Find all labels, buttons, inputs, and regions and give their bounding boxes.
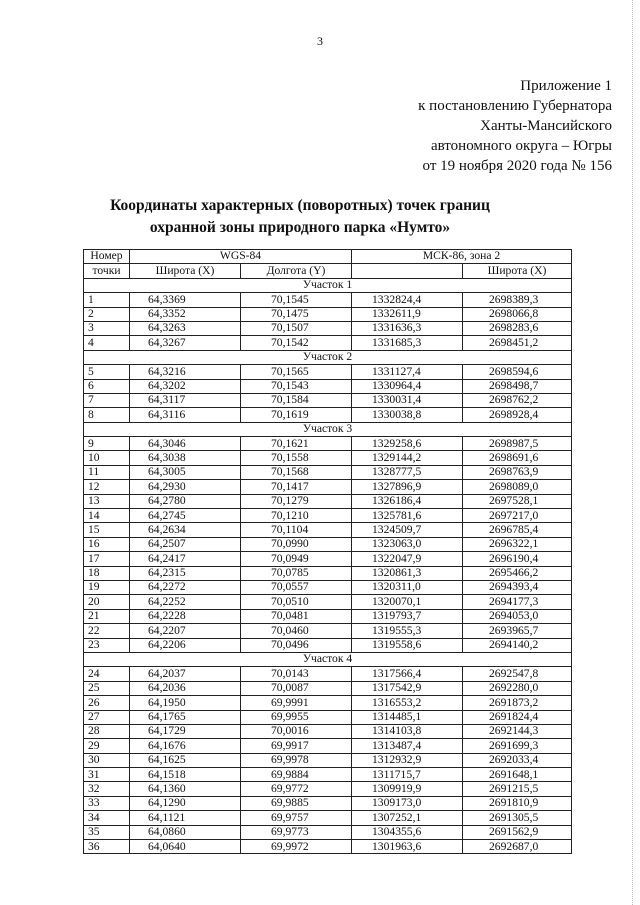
cell-msk-x: 1332824,4 xyxy=(352,293,463,307)
cell-msk-y: 2698389,3 xyxy=(463,293,572,307)
table-row xyxy=(84,321,572,335)
table-row xyxy=(84,609,572,623)
cell-msk-y: 2698762,2 xyxy=(463,393,572,407)
section-row xyxy=(84,652,572,666)
cell-msk-y: 2694393,4 xyxy=(463,580,572,594)
cell-latitude: 64,2272 xyxy=(130,580,241,594)
header-latitude: Широта (X) xyxy=(130,264,241,278)
table-row xyxy=(84,796,572,810)
cell-longitude: 69,9972 xyxy=(241,840,352,854)
cell-msk-y: 2698089,0 xyxy=(463,480,572,494)
cell-latitude: 64,2780 xyxy=(130,494,241,508)
cell-msk-y: 2696190,4 xyxy=(463,552,572,566)
cell-msk-y: 2698763,9 xyxy=(463,465,572,479)
cell-msk-y: 2691215,5 xyxy=(463,782,572,796)
cell-msk-x: 1320861,3 xyxy=(352,566,463,580)
cell-point-number: 30 xyxy=(84,753,130,767)
cell-point-number: 6 xyxy=(84,379,130,393)
cell-msk-y: 2697217,0 xyxy=(463,509,572,523)
cell-msk-y: 2692687,0 xyxy=(463,840,572,854)
table-header-row xyxy=(84,250,572,264)
cell-msk-x: 1309173,0 xyxy=(352,796,463,810)
cell-latitude: 64,1765 xyxy=(130,710,241,724)
cell-msk-y: 2694053,0 xyxy=(463,609,572,623)
table-row xyxy=(84,379,572,393)
cell-msk-x: 1320311,0 xyxy=(352,580,463,594)
table-row xyxy=(84,696,572,710)
cell-point-number: 23 xyxy=(84,638,130,652)
cell-point-number: 35 xyxy=(84,825,130,839)
cell-msk-x: 1313487,4 xyxy=(352,739,463,753)
cell-point-number: 12 xyxy=(84,480,130,494)
header-longitude: Долгота (Y) xyxy=(241,264,352,278)
cell-msk-x: 1311715,7 xyxy=(352,768,463,782)
cell-point-number: 20 xyxy=(84,595,130,609)
cell-msk-x: 1331636,3 xyxy=(352,321,463,335)
table-row xyxy=(84,552,572,566)
cell-longitude: 70,0785 xyxy=(241,566,352,580)
cell-msk-x: 1325781,6 xyxy=(352,509,463,523)
cell-msk-y: 2691305,5 xyxy=(463,811,572,825)
cell-point-number: 24 xyxy=(84,667,130,681)
cell-msk-x: 1309919,9 xyxy=(352,782,463,796)
table-row xyxy=(84,437,572,451)
cell-point-number: 3 xyxy=(84,321,130,335)
cell-longitude: 70,1568 xyxy=(241,465,352,479)
cell-msk-x: 1314103,8 xyxy=(352,724,463,738)
cell-latitude: 64,1676 xyxy=(130,739,241,753)
table-row xyxy=(84,638,572,652)
appendix-block xyxy=(418,76,612,176)
cell-point-number: 21 xyxy=(84,609,130,623)
cell-point-number: 28 xyxy=(84,724,130,738)
appendix-line: от 19 ноября 2020 года № 156 xyxy=(422,158,612,174)
cell-latitude: 64,3046 xyxy=(130,437,241,451)
cell-longitude: 70,1475 xyxy=(241,307,352,321)
cell-latitude: 64,3369 xyxy=(130,293,241,307)
cell-msk-x: 1330031,4 xyxy=(352,393,463,407)
cell-msk-y: 2691873,2 xyxy=(463,696,572,710)
section-label: Участок 4 xyxy=(84,652,572,666)
cell-longitude: 70,1584 xyxy=(241,393,352,407)
section-row xyxy=(84,278,572,292)
cell-msk-y: 2691648,1 xyxy=(463,768,572,782)
cell-longitude: 70,1507 xyxy=(241,321,352,335)
cell-msk-x: 1316553,2 xyxy=(352,696,463,710)
cell-msk-y: 2691699,3 xyxy=(463,739,572,753)
cell-point-number: 34 xyxy=(84,811,130,825)
table-body xyxy=(84,278,572,854)
table-row xyxy=(84,566,572,580)
cell-point-number: 36 xyxy=(84,840,130,854)
cell-latitude: 64,3038 xyxy=(130,451,241,465)
table-row xyxy=(84,336,572,350)
section-label: Участок 2 xyxy=(84,350,572,364)
cell-point-number: 32 xyxy=(84,782,130,796)
cell-msk-x: 1331685,3 xyxy=(352,336,463,350)
cell-latitude: 64,2037 xyxy=(130,667,241,681)
cell-msk-x: 1322047,9 xyxy=(352,552,463,566)
cell-msk-y: 2698594,6 xyxy=(463,365,572,379)
cell-latitude: 64,1290 xyxy=(130,796,241,810)
cell-point-number: 18 xyxy=(84,566,130,580)
cell-msk-x: 1301963,6 xyxy=(352,840,463,854)
cell-latitude: 64,2206 xyxy=(130,638,241,652)
cell-longitude: 69,9884 xyxy=(241,768,352,782)
appendix-line: автономного округа – Югры xyxy=(430,138,612,154)
table-row xyxy=(84,465,572,479)
cell-msk-x: 1329258,6 xyxy=(352,437,463,451)
cell-msk-y: 2698283,6 xyxy=(463,321,572,335)
cell-msk-y: 2691810,9 xyxy=(463,796,572,810)
cell-longitude: 70,0143 xyxy=(241,667,352,681)
cell-point-number: 29 xyxy=(84,739,130,753)
cell-longitude: 69,9917 xyxy=(241,739,352,753)
cell-point-number: 16 xyxy=(84,537,130,551)
table-row xyxy=(84,768,572,782)
cell-msk-y: 2698691,6 xyxy=(463,451,572,465)
cell-longitude: 69,9978 xyxy=(241,753,352,767)
cell-latitude: 64,0860 xyxy=(130,825,241,839)
cell-latitude: 64,1121 xyxy=(130,811,241,825)
cell-msk-y: 2692033,4 xyxy=(463,753,572,767)
table-row xyxy=(84,724,572,738)
cell-msk-x: 1323063,0 xyxy=(352,537,463,551)
cell-msk-y: 2694177,3 xyxy=(463,595,572,609)
table-row xyxy=(84,595,572,609)
header-msk86: МСК-86, зона 2 xyxy=(352,250,572,264)
cell-point-number: 5 xyxy=(84,365,130,379)
cell-latitude: 64,1625 xyxy=(130,753,241,767)
cell-longitude: 70,0510 xyxy=(241,595,352,609)
table-row xyxy=(84,811,572,825)
cell-msk-y: 2696785,4 xyxy=(463,523,572,537)
cell-longitude: 69,9757 xyxy=(241,811,352,825)
cell-point-number: 27 xyxy=(84,710,130,724)
table-row xyxy=(84,537,572,551)
table-row xyxy=(84,393,572,407)
cell-longitude: 70,1104 xyxy=(241,523,352,537)
section-row xyxy=(84,422,572,436)
table-row xyxy=(84,825,572,839)
cell-longitude: 69,9991 xyxy=(241,696,352,710)
cell-latitude: 64,0640 xyxy=(130,840,241,854)
cell-msk-x: 1331127,4 xyxy=(352,365,463,379)
cell-latitude: 64,3005 xyxy=(130,465,241,479)
cell-longitude: 70,0016 xyxy=(241,724,352,738)
cell-longitude: 70,0481 xyxy=(241,609,352,623)
document-title xyxy=(80,195,520,239)
cell-msk-y: 2697528,1 xyxy=(463,494,572,508)
cell-latitude: 64,2228 xyxy=(130,609,241,623)
cell-msk-y: 2698498,7 xyxy=(463,379,572,393)
cell-msk-x: 1319793,7 xyxy=(352,609,463,623)
header-msk-y: Широта (X) xyxy=(463,264,572,278)
cell-longitude: 70,0557 xyxy=(241,580,352,594)
cell-msk-x: 1317566,4 xyxy=(352,667,463,681)
cell-latitude: 64,3263 xyxy=(130,321,241,335)
cell-longitude: 70,1417 xyxy=(241,480,352,494)
section-label: Участок 1 xyxy=(84,278,572,292)
cell-point-number: 8 xyxy=(84,408,130,422)
header-wgs84: WGS-84 xyxy=(130,250,352,264)
cell-msk-y: 2691824,4 xyxy=(463,710,572,724)
cell-latitude: 64,3202 xyxy=(130,379,241,393)
cell-msk-y: 2695466,2 xyxy=(463,566,572,580)
cell-msk-x: 1327896,9 xyxy=(352,480,463,494)
cell-point-number: 25 xyxy=(84,681,130,695)
cell-msk-x: 1329144,2 xyxy=(352,451,463,465)
cell-longitude: 69,9773 xyxy=(241,825,352,839)
cell-longitude: 69,9885 xyxy=(241,796,352,810)
cell-longitude: 70,1545 xyxy=(241,293,352,307)
title-line: Координаты характерных (поворотных) точек границ xyxy=(110,197,490,214)
cell-point-number: 15 xyxy=(84,523,130,537)
cell-msk-y: 2692144,3 xyxy=(463,724,572,738)
page-edge xyxy=(632,0,635,905)
coordinates-table xyxy=(83,249,572,854)
table-row xyxy=(84,293,572,307)
cell-point-number: 14 xyxy=(84,509,130,523)
cell-point-number: 17 xyxy=(84,552,130,566)
cell-latitude: 64,1518 xyxy=(130,768,241,782)
appendix-line: к постановлению Губернатора xyxy=(418,98,612,114)
cell-latitude: 64,2315 xyxy=(130,566,241,580)
cell-point-number: 2 xyxy=(84,307,130,321)
cell-longitude: 70,1210 xyxy=(241,509,352,523)
cell-latitude: 64,2207 xyxy=(130,624,241,638)
cell-msk-x: 1324509,7 xyxy=(352,523,463,537)
cell-point-number: 10 xyxy=(84,451,130,465)
cell-latitude: 64,3352 xyxy=(130,307,241,321)
cell-msk-x: 1319558,6 xyxy=(352,638,463,652)
table-row xyxy=(84,509,572,523)
table-row xyxy=(84,710,572,724)
table-row xyxy=(84,753,572,767)
cell-msk-y: 2693965,7 xyxy=(463,624,572,638)
cell-msk-x: 1332611,9 xyxy=(352,307,463,321)
cell-longitude: 70,1542 xyxy=(241,336,352,350)
cell-point-number: 1 xyxy=(84,293,130,307)
cell-latitude: 64,3117 xyxy=(130,393,241,407)
appendix-line: Ханты-Мансийского xyxy=(480,118,612,134)
table-row xyxy=(84,480,572,494)
table-row xyxy=(84,667,572,681)
cell-longitude: 70,1279 xyxy=(241,494,352,508)
cell-latitude: 64,2417 xyxy=(130,552,241,566)
header-point-number: Номер xyxy=(84,250,130,264)
cell-msk-x: 1330038,8 xyxy=(352,408,463,422)
cell-longitude: 69,9955 xyxy=(241,710,352,724)
cell-msk-x: 1314485,1 xyxy=(352,710,463,724)
cell-longitude: 69,9772 xyxy=(241,782,352,796)
cell-longitude: 70,1565 xyxy=(241,365,352,379)
cell-latitude: 64,1360 xyxy=(130,782,241,796)
cell-msk-x: 1328777,5 xyxy=(352,465,463,479)
cell-msk-x: 1317542,9 xyxy=(352,681,463,695)
cell-msk-x: 1326186,4 xyxy=(352,494,463,508)
cell-msk-y: 2698066,8 xyxy=(463,307,572,321)
table-row xyxy=(84,624,572,638)
header-msk-x xyxy=(352,264,463,278)
cell-msk-y: 2692547,8 xyxy=(463,667,572,681)
cell-longitude: 70,1621 xyxy=(241,437,352,451)
table-row xyxy=(84,494,572,508)
cell-latitude: 64,2507 xyxy=(130,537,241,551)
cell-latitude: 64,2036 xyxy=(130,681,241,695)
cell-longitude: 70,1543 xyxy=(241,379,352,393)
cell-latitude: 64,3216 xyxy=(130,365,241,379)
cell-msk-y: 2696322,1 xyxy=(463,537,572,551)
cell-point-number: 22 xyxy=(84,624,130,638)
cell-msk-y: 2691562,9 xyxy=(463,825,572,839)
table-row xyxy=(84,365,572,379)
title-line: охранной зоны природного парка «Нумто» xyxy=(149,219,451,236)
cell-msk-x: 1330964,4 xyxy=(352,379,463,393)
cell-longitude: 70,1619 xyxy=(241,408,352,422)
table-row xyxy=(84,451,572,465)
table-row xyxy=(84,523,572,537)
cell-msk-x: 1320070,1 xyxy=(352,595,463,609)
cell-longitude: 70,0496 xyxy=(241,638,352,652)
cell-latitude: 64,1950 xyxy=(130,696,241,710)
cell-latitude: 64,3267 xyxy=(130,336,241,350)
cell-point-number: 13 xyxy=(84,494,130,508)
cell-latitude: 64,2930 xyxy=(130,480,241,494)
table-row xyxy=(84,580,572,594)
cell-longitude: 70,0990 xyxy=(241,537,352,551)
cell-msk-x: 1319555,3 xyxy=(352,624,463,638)
cell-latitude: 64,3116 xyxy=(130,408,241,422)
cell-msk-y: 2698928,4 xyxy=(463,408,572,422)
cell-latitude: 64,2252 xyxy=(130,595,241,609)
cell-point-number: 4 xyxy=(84,336,130,350)
cell-msk-y: 2698451,2 xyxy=(463,336,572,350)
section-label: Участок 3 xyxy=(84,422,572,436)
cell-longitude: 70,0087 xyxy=(241,681,352,695)
cell-msk-x: 1304355,6 xyxy=(352,825,463,839)
table-row xyxy=(84,782,572,796)
cell-point-number: 11 xyxy=(84,465,130,479)
table-row xyxy=(84,681,572,695)
table-row xyxy=(84,840,572,854)
cell-point-number: 9 xyxy=(84,437,130,451)
cell-msk-x: 1312932,9 xyxy=(352,753,463,767)
cell-msk-y: 2694140,2 xyxy=(463,638,572,652)
cell-msk-y: 2698987,5 xyxy=(463,437,572,451)
cell-latitude: 64,2745 xyxy=(130,509,241,523)
header-point-number-2: точки xyxy=(84,264,130,278)
page-number: 3 xyxy=(317,34,323,48)
cell-point-number: 33 xyxy=(84,796,130,810)
cell-latitude: 64,1729 xyxy=(130,724,241,738)
section-row xyxy=(84,350,572,364)
appendix-line: Приложение 1 xyxy=(520,78,612,94)
table-subheader-row xyxy=(84,264,572,278)
cell-point-number: 19 xyxy=(84,580,130,594)
cell-msk-y: 2692280,0 xyxy=(463,681,572,695)
table-row xyxy=(84,739,572,753)
cell-latitude: 64,2634 xyxy=(130,523,241,537)
cell-longitude: 70,1558 xyxy=(241,451,352,465)
table-row xyxy=(84,307,572,321)
cell-point-number: 26 xyxy=(84,696,130,710)
cell-msk-x: 1307252,1 xyxy=(352,811,463,825)
cell-longitude: 70,0460 xyxy=(241,624,352,638)
cell-point-number: 7 xyxy=(84,393,130,407)
table-row xyxy=(84,408,572,422)
cell-point-number: 31 xyxy=(84,768,130,782)
cell-longitude: 70,0949 xyxy=(241,552,352,566)
